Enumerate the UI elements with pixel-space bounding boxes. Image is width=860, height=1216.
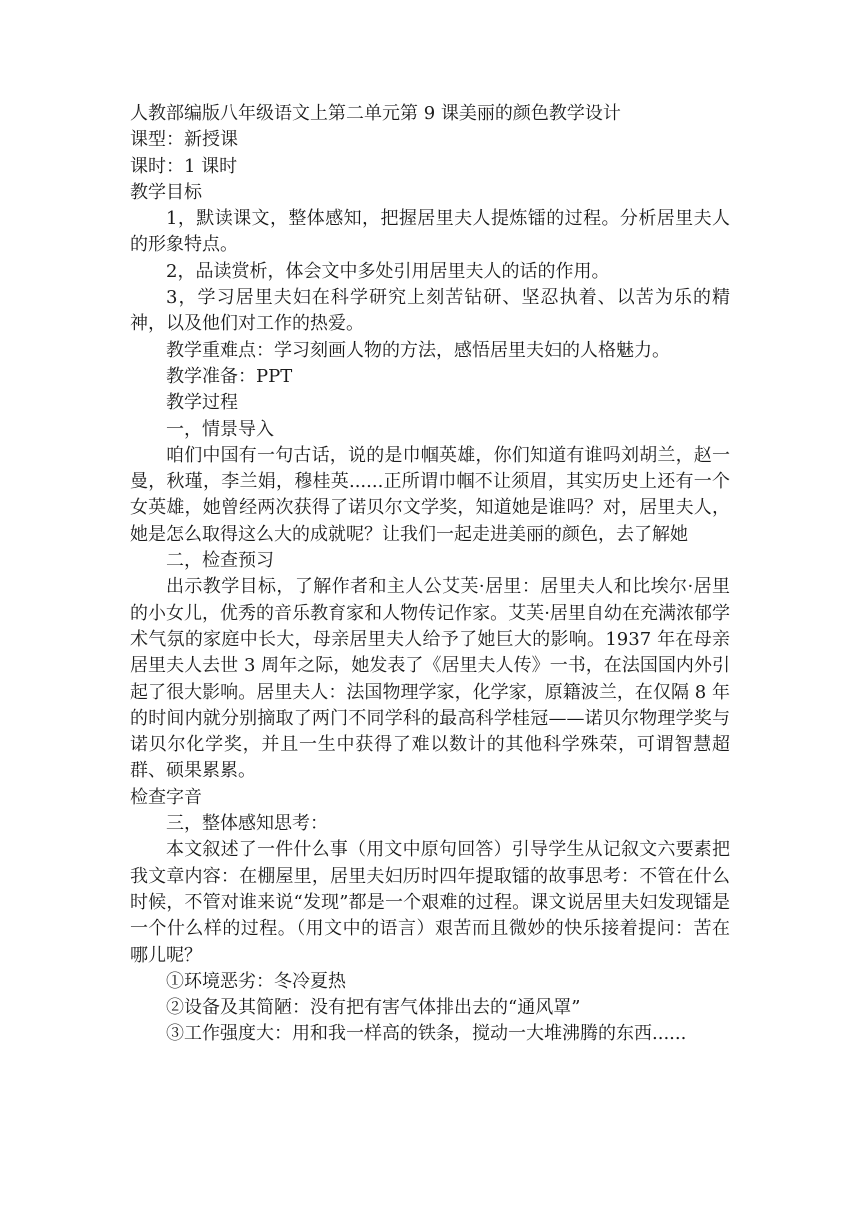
section-2-body: 出示教学目标，了解作者和主人公艾芙·居里：居里夫人和比埃尔·居里的小女儿，优秀的音乐教育家和人物传记作家。艾芙·居里自幼在充满浓郁学术气氛的家庭中长大，母亲居里夫人给予了她巨大的影响。1937 年在母亲居里夫人去世 3 周年之际，她发表了《居里夫人传》一书，在法国国内外引起了很大影响。居里夫人：法国物理学家，化学家，原籍波兰，在仅隔 8 年的时间内就分别摘取了两门不同学科的最高科学桂冠——诺贝尔物理学奖与诺贝尔化学奖，并且一生中获得了难以数计的其他科学殊荣，可谓智慧超群、硕果累累。 [130, 576, 730, 782]
objectives-heading: 教学目标 [130, 181, 202, 203]
section-2-heading: 二，检查预习 [166, 550, 274, 572]
section-3-body: 本文叙述了一件什么事（用文中原句回答）引导学生从记叙文六要素把我文章内容：在棚屋里，居里夫妇历时四年提取镭的故事思考：不管在什么时候，不管对谁来说“发现”都是一个艰难的过程。课文说居里夫妇发现镭是一个什么样的过程。（用文中的语言）艰苦而且微妙的快乐接着提问：苦在哪儿呢？ [130, 839, 730, 966]
section-3-heading: 三，整体感知思考： [166, 813, 328, 835]
objective-2: 2，品读赏析，体会文中多处引用居里夫人的话的作用。 [166, 260, 610, 282]
section-1-heading: 一，情景导入 [166, 418, 274, 440]
key-points: 教学重难点：学习刻画人物的方法，感悟居里夫妇的人格魅力。 [166, 339, 670, 361]
objective-1: 1，默读课文，整体感知，把握居里夫人提炼镭的过程。分析居里夫人的形象特点。 [130, 208, 730, 256]
process-heading: 教学过程 [166, 392, 238, 414]
section-1-body: 咱们中国有一句古话，说的是巾帼英雄，你们知道有谁吗刘胡兰，赵一曼，秋瑾，李兰娟，穆桂英......正所谓巾帼不让须眉，其实历史上还有一个女英雄，她曾经两次获得了诺贝尔文学奖，知道她是谁吗？对，居里夫人，她是怎么取得这么大的成就呢？让我们一起走进美丽的颜色，去了解她 [130, 444, 730, 545]
point-1: ①环境恶劣：冬冷夏热 [166, 970, 346, 992]
document-title: 人教部编版八年级语文上第二单元第 9 课美丽的颜色教学设计 [130, 103, 621, 124]
document-body [130, 101, 730, 1048]
point-3: ③工作强度大：用和我一样高的铁条，搅动一大堆沸腾的东西...... [166, 1023, 687, 1045]
preparation: 教学准备：PPT [166, 365, 293, 387]
objective-3: 3，学习居里夫妇在科学研究上刻苦钻研、坚忍执着、以苦为乐的精神，以及他们对工作的热爱。 [130, 287, 730, 335]
lesson-hours: 课时：1 课时 [130, 155, 238, 177]
check-pronunciation: 检查字音 [130, 786, 202, 808]
lesson-type: 课型：新授课 [130, 129, 238, 151]
point-2: ②设备及其简陋：没有把有害气体排出去的“通风罩” [166, 997, 581, 1019]
